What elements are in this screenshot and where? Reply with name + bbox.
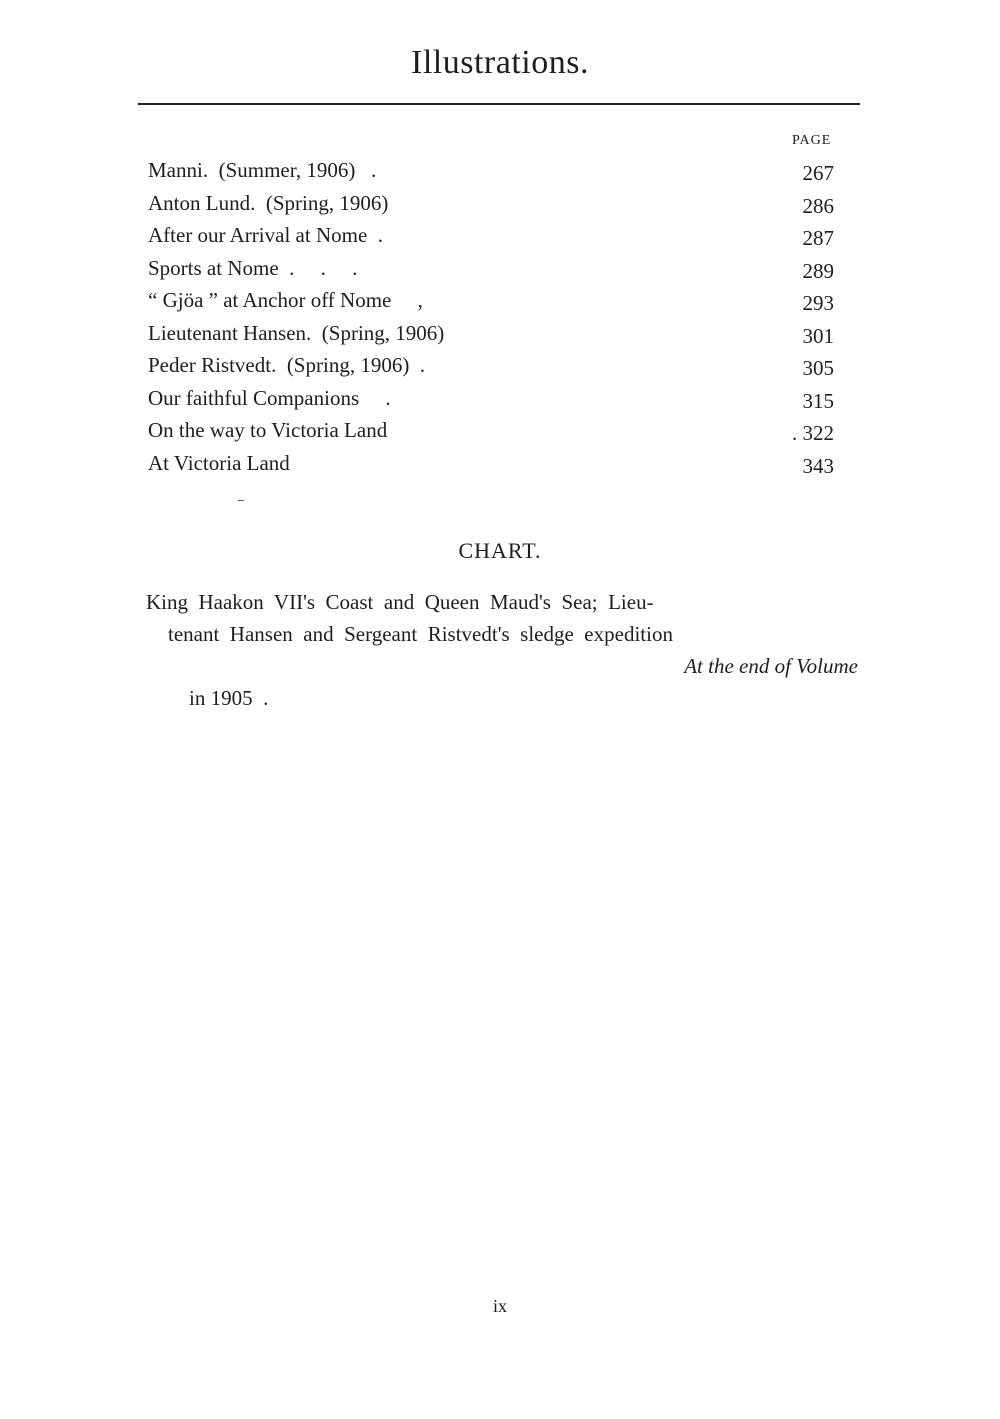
entry-page: 315 xyxy=(802,388,834,413)
entry-page: . 322 xyxy=(792,421,834,445)
chart-entry-line: King Haakon VII's Coast and Queen Maud's Sea; Lieu- xyxy=(146,590,654,614)
chart-entry-line: tenant Hansen and Sergeant Ristvedt's sledge expedition xyxy=(168,622,673,646)
chart-heading: CHART. xyxy=(458,538,542,563)
entry-title: Manni. (Summer, 1906) . xyxy=(148,158,377,182)
list-item xyxy=(148,284,848,317)
entry-page: 267 xyxy=(802,161,834,185)
list-item xyxy=(148,349,848,382)
title-rule xyxy=(138,103,860,105)
entry-page: 289 xyxy=(802,258,834,283)
illustrations-list xyxy=(148,154,848,479)
list-item xyxy=(148,187,848,220)
list-item xyxy=(148,154,848,187)
entry-title: “ Gjöa ” at Anchor off Nome , xyxy=(148,288,423,312)
stray-mark xyxy=(238,500,244,501)
entry-title: After our Arrival at Nome . xyxy=(148,223,384,247)
page-column-header: PAGE xyxy=(792,133,832,148)
list-item xyxy=(148,252,848,285)
entry-page: 287 xyxy=(802,226,834,250)
entry-title: Anton Lund. (Spring, 1906) xyxy=(148,190,389,215)
entry-page: 293 xyxy=(802,291,834,315)
entry-page: 286 xyxy=(802,193,834,218)
list-item xyxy=(148,447,848,480)
chart-entry xyxy=(146,586,858,778)
list-item xyxy=(148,219,848,252)
list-item xyxy=(148,382,848,415)
list-item xyxy=(148,317,848,350)
entry-title: Peder Ristvedt. (Spring, 1906) . xyxy=(148,353,426,377)
entry-title: Our faithful Companions . xyxy=(148,385,391,410)
chart-entry-last-line xyxy=(146,650,858,778)
entry-title: At Victoria Land xyxy=(148,450,290,475)
entry-page: 343 xyxy=(802,453,834,478)
list-item xyxy=(148,414,848,447)
page-title: Illustrations. xyxy=(411,44,589,81)
entry-title: Sports at Nome . . . xyxy=(148,255,358,280)
entry-page: 305 xyxy=(802,356,834,380)
chart-location: At the end of Volume xyxy=(684,654,858,678)
entry-title: Lieutenant Hansen. (Spring, 1906) xyxy=(148,320,445,345)
entry-title: On the way to Victoria Land xyxy=(148,418,388,442)
entry-page: 301 xyxy=(802,323,834,348)
chart-entry-line: in 1905 . xyxy=(189,686,269,710)
page-number: ix xyxy=(492,1296,507,1316)
